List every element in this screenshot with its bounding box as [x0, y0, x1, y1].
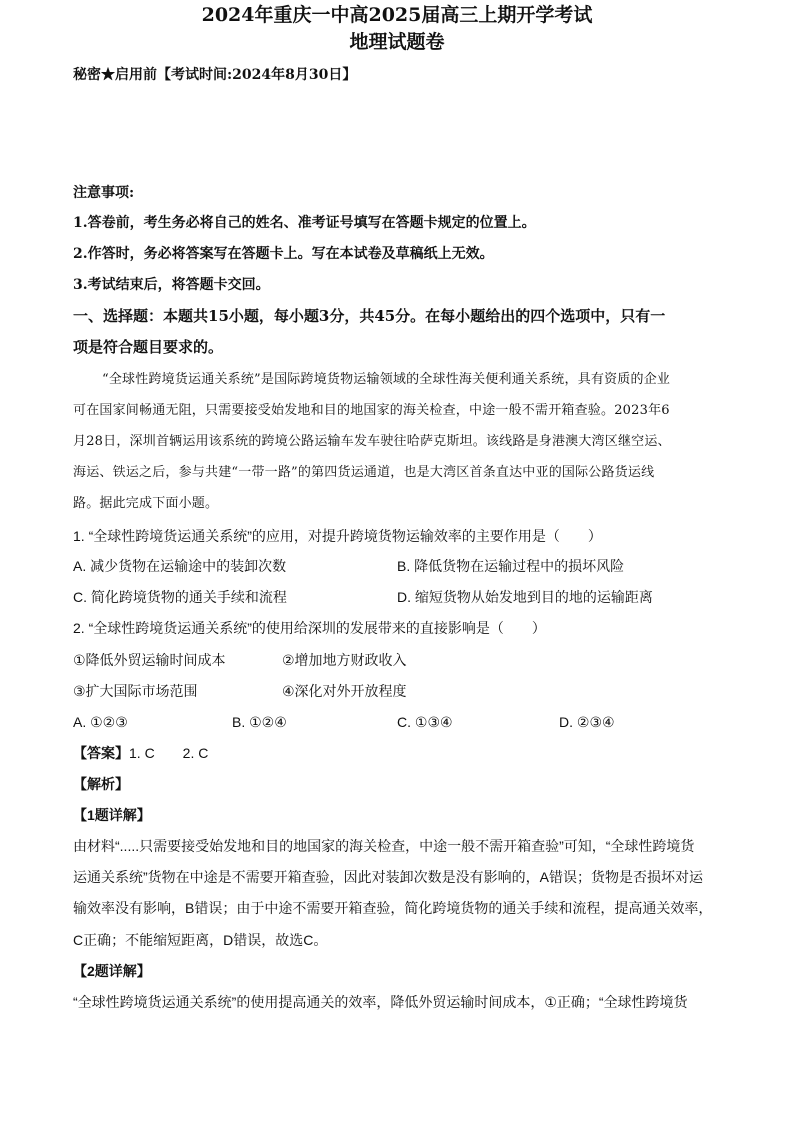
- q2-option-d: D. ②③④: [559, 714, 615, 730]
- detail-1-heading: 【1题详解】: [73, 807, 151, 823]
- detail-1-line-1: 由材料“.....只需要接受始发地和目的地国家的海关检查，中途一般不需开箱查验”可知，“全球性跨境货: [73, 838, 695, 854]
- passage-line-2: 可在国家间畅通无阻，只需要接受始发地和目的地国家的海关检查，中途一般不需开箱查验。2023年6: [73, 403, 670, 418]
- detail-2-line-1: “全球性跨境货运通关系统”的使用提高通关的效率，降低外贸运输时间成本，①正确；“全球性跨境货: [73, 994, 688, 1010]
- q1-option-c: C. 简化跨境货物的通关手续和流程: [73, 589, 287, 605]
- notice-item-1: 1.答卷前，考生务必将自己的姓名、准考证号填写在答题卡规定的位置上。: [73, 215, 536, 231]
- q1-option-a: A. 减少货物在运输途中的装卸次数: [73, 558, 287, 574]
- q1-stem: 1. “全球性跨境货运通关系统”的应用，对提升跨境货物运输效率的主要作用是（ ）: [73, 528, 602, 544]
- passage-line-4: 海运、铁运之后，参与共建“一带一路”的第四货运通道，也是大湾区首条直达中亚的国际公路货运线: [73, 465, 655, 480]
- confidential-note: 秘密★启用前【考试时间:2024年8月30日】: [73, 67, 357, 83]
- notice-heading: 注意事项:: [73, 185, 135, 201]
- q2-statement-2: ②增加地方财政收入: [282, 652, 407, 668]
- detail-1-line-4: C正确；不能缩短距离，D错误，故选C。: [73, 932, 328, 948]
- passage-line-1: “全球性跨境货运通关系统”是国际跨境货物运输领域的全球性海关便利通关系统，具有资质的企业: [102, 372, 671, 387]
- section-heading-cont: 项是符合题目要求的。: [73, 338, 224, 356]
- q2-option-c: C. ①③④: [397, 714, 453, 730]
- detail-2-heading: 【2题详解】: [73, 963, 151, 979]
- notice-item-3: 3.考试结束后，将答题卡交回。: [73, 277, 270, 293]
- answer-tag: 【答案】: [73, 745, 129, 761]
- q2-statement-1: ①降低外贸运输时间成本: [73, 652, 226, 668]
- passage-line-3: 月28日，深圳首辆运用该系统的跨境公路运输车发车驶往哈萨克斯坦。该线路是身港澳大湾区继空运、: [73, 434, 671, 449]
- q2-option-a: A. ①②③: [73, 714, 128, 730]
- q2-stem: 2. “全球性跨境货运通关系统”的使用给深圳的发展带来的直接影响是（ ）: [73, 620, 546, 636]
- notice-item-2: 2.作答时，务必将答案写在答题卡上。写在本试卷及草稿纸上无效。: [73, 246, 494, 262]
- q2-statement-4: ④深化对外开放程度: [282, 683, 407, 699]
- analysis-heading: 【解析】: [73, 776, 129, 792]
- q1-option-b: B. 降低货物在运输过程中的损坏风险: [397, 558, 625, 574]
- exam-subtitle: 地理试题卷: [349, 31, 445, 53]
- section-heading: 一、选择题：本题共15小题，每小题3分，共45分。在每小题给出的四个选项中，只有一: [73, 307, 666, 325]
- exam-title: 2024年重庆一中高2025届高三上期开学考试: [201, 4, 593, 26]
- answer-line: [73, 744, 208, 762]
- detail-1-line-3: 输效率没有影响，B错误；由于中途不需要开箱查验，简化跨境货物的通关手续和流程，提高通关效率，: [73, 900, 713, 916]
- passage-line-5: 路。据此完成下面小题。: [73, 496, 219, 511]
- q2-option-b: B. ①②④: [232, 714, 287, 730]
- answer-text: 1. C 2. C: [129, 745, 209, 761]
- q1-option-d: D. 缩短货物从始发地到目的地的运输距离: [397, 589, 653, 605]
- q2-statement-3: ③扩大国际市场范围: [73, 683, 198, 699]
- detail-1-line-2: 运通关系统”货物在中途是不需要开箱查验，因此对装卸次数是没有影响的，A错误；货物是否损坏对运: [73, 869, 703, 885]
